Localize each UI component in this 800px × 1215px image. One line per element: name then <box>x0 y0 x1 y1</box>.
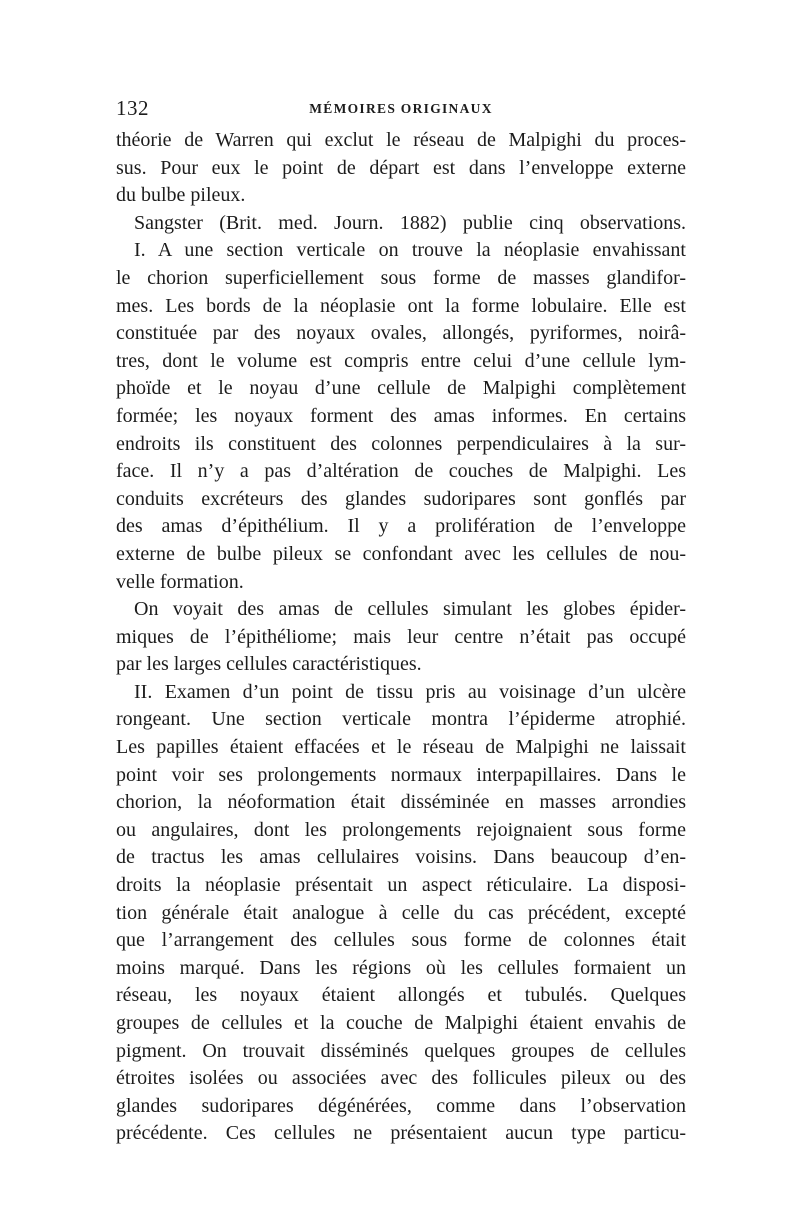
text-line: II. Examen d’un point de tissu pris au voisinage d’un ulcère <box>134 680 686 703</box>
text-line: par les larges cellules caractéristiques. <box>116 653 422 676</box>
text-line: Les papilles étaient effacées et le réseau de Malpighi ne laissait <box>116 736 686 759</box>
text-line: que l’arrangement des cellules sous forme de colonnes était <box>116 929 686 952</box>
text-line: constituée par des noyaux ovales, allongés, pyriformes, noirâ- <box>116 322 686 345</box>
text-line: des amas d’épithélium. Il y a prolifération de l’enveloppe <box>116 515 686 538</box>
text-line: face. Il n’y a pas d’altération de couches de Malpighi. Les <box>116 460 686 483</box>
text-line: endroits ils constituent des colonnes perpendiculaires à la sur- <box>116 432 686 455</box>
text-line: le chorion superficiellement sous forme de masses glandifor- <box>116 266 686 289</box>
text-line: sus. Pour eux le point de départ est dans l’enveloppe externe <box>116 156 686 179</box>
text-line: théorie de Warren qui exclut le réseau de Malpighi du proces- <box>116 129 686 151</box>
running-head <box>116 96 686 122</box>
text-line: étroites isolées ou associées avec des follicules pileux ou des <box>116 1067 686 1090</box>
text-line: Sangster (Brit. med. Journ. 1882) publie cinq observations. <box>134 211 686 234</box>
text-line: chorion, la néoformation était disséminée en masses arrondies <box>116 791 686 814</box>
text-line: tion générale était analogue à celle du cas précédent, excepté <box>116 901 686 924</box>
text-line: précédente. Ces cellules ne présentaient aucun type particu- <box>116 1122 686 1145</box>
text-line: groupes de cellules et la couche de Malpighi étaient envahis de <box>116 1012 686 1034</box>
text-line: velle formation. <box>116 570 244 593</box>
text-line: externe de bulbe pileux se confondant avec les cellules de nou- <box>116 542 686 565</box>
text-line: moins marqué. Dans les régions où les cellules formaient un <box>116 956 686 979</box>
page-number: 132 <box>116 96 149 120</box>
text-line: réseau, les noyaux étaient allongés et tubulés. Quelques <box>116 984 686 1007</box>
text-line: tres, dont le volume est compris entre celui d’une cellule lym- <box>116 349 686 372</box>
text-line: du bulbe pileux. <box>116 184 246 207</box>
text-line: conduits excréteurs des glandes sudoripares sont gonflés par <box>116 487 686 510</box>
text-line: ou angulaires, dont les prolongements rejoignaient sous forme <box>116 818 686 841</box>
text-line: pigment. On trouvait disséminés quelques groupes de cellules <box>116 1039 686 1062</box>
text-line: formée; les noyaux forment des amas informes. En certains <box>116 404 686 427</box>
text-line: glandes sudoripares dégénérées, comme dans l’observation <box>116 1094 686 1117</box>
text-line: phoïde et le noyau d’une cellule de Malpighi complètement <box>116 377 686 400</box>
text-line: de tractus les amas cellulaires voisins. Dans beaucoup d’en- <box>116 846 686 869</box>
text-line: miques de l’épithéliome; mais leur centre n’était pas occupé <box>116 625 686 648</box>
text-line: point voir ses prolongements normaux interpapillaires. Dans le <box>116 763 686 786</box>
text-line: On voyait des amas de cellules simulant les globes épider- <box>134 598 686 621</box>
running-title: MÉMOIRES ORIGINAUX <box>309 101 493 116</box>
body-text <box>116 127 686 1148</box>
text-line: droits la néoplasie présentait un aspect réticulaire. La disposi- <box>116 874 686 897</box>
text-line: mes. Les bords de la néoplasie ont la forme lobulaire. Elle est <box>116 294 686 317</box>
text-line: rongeant. Une section verticale montra l’épiderme atrophié. <box>116 708 686 731</box>
text-line: I. A une section verticale on trouve la néoplasie envahissant <box>134 239 686 262</box>
